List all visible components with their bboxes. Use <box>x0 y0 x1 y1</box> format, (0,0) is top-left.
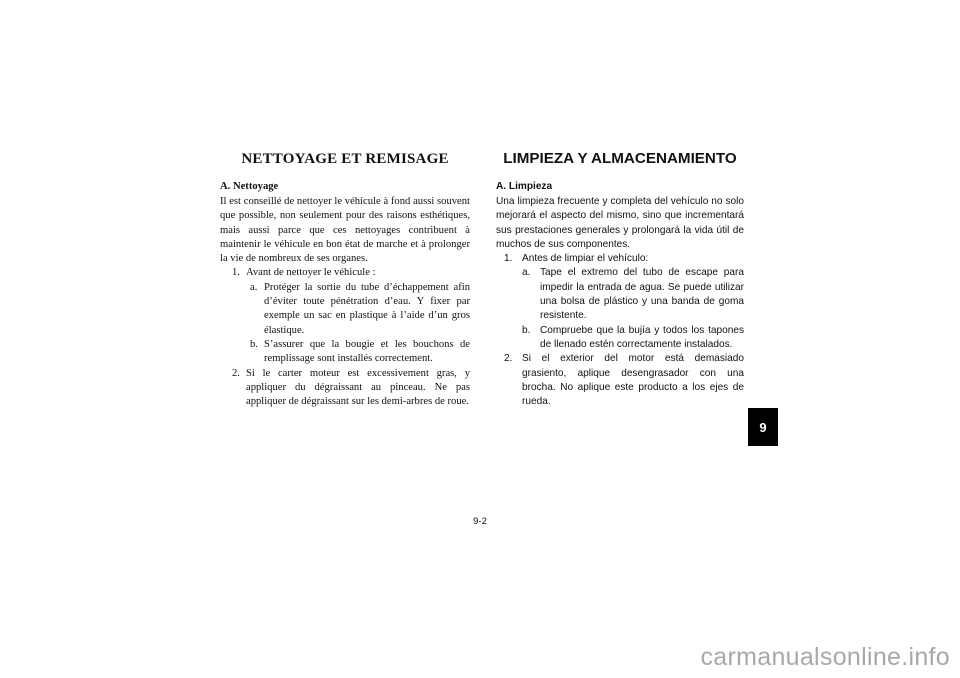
page-number: 9-2 <box>473 516 487 527</box>
chapter-tab <box>748 408 778 446</box>
spanish-step-1a <box>496 266 744 323</box>
spanish-step-1b <box>496 324 744 353</box>
spanish-step-2-marker: 2. <box>504 353 513 365</box>
spanish-step-1b-text: Compruebe que la bujía y todos los tapones de llenado estén correctamente instalados. <box>540 324 744 350</box>
spanish-intro: Una limpieza frecuente y completa del vehículo no solo mejorará el aspecto del mismo, sino que incrementará sus prestaciones generales y prolongará la vida útil de muchos de sus componentes. <box>496 196 744 250</box>
french-step-1a-marker: a. <box>250 281 258 293</box>
spanish-step-2 <box>496 352 744 409</box>
spanish-step-1-marker: 1. <box>504 253 513 265</box>
french-step-2 <box>220 367 470 410</box>
french-heading: NETTOYAGE ET REMISAGE <box>241 151 449 167</box>
french-step-1b-text: S’assurer que la bougie et les bouchons de remplissage sont installés correctement. <box>264 338 470 365</box>
french-step-1-marker: 1. <box>232 267 240 279</box>
french-step-1b-marker: b. <box>250 338 258 350</box>
spanish-step-1b-marker: b. <box>522 324 531 336</box>
french-step-1-text: Avant de nettoyer le véhicule : <box>246 267 376 279</box>
french-step-2-text: Si le carter moteur est excessivement gras, y appliquer du dégraissant au pinceau. Ne pas appliquer de dégraissant sur les demi-arbres de roue. <box>246 367 470 408</box>
spanish-body <box>496 195 744 409</box>
spanish-step-1 <box>496 252 744 266</box>
french-intro: Il est conseillé de nettoyer le véhicule à fond aussi souvent que possible, non seulement pour des raisons esthétiques, mais aussi parce que ces nettoyages contribuent à maintenir le véhicule en bon état de marche et à prolonger la vie de nombreux de ses organes. <box>220 196 470 265</box>
french-step-1 <box>220 266 470 280</box>
spanish-heading: LIMPIEZA Y ALMACENAMIENTO <box>503 150 737 167</box>
french-step-1b <box>220 338 470 367</box>
watermark: carmanualsonline.info <box>700 643 950 671</box>
spanish-step-1-text: Antes de limpiar el vehículo: <box>522 253 649 265</box>
french-step-1a <box>220 281 470 338</box>
french-step-2-marker: 2. <box>232 367 240 379</box>
french-subheading: A. Nettoyage <box>220 181 279 192</box>
french-step-1a-text: Protéger la sortie du tube d’échappement afin d’éviter toute pénétration d’eau. Y fixer par exemple un sac en plastique à l’aide d’un gros élastique. <box>264 281 470 336</box>
spanish-step-1a-marker: a. <box>522 267 531 279</box>
spanish-step-1a-text: Tape el extremo del tubo de escape para impedir la entrada de agua. Se puede utilizar una bolsa de plástico y una banda de goma resistente. <box>540 267 744 322</box>
french-body <box>220 195 470 409</box>
spanish-subheading: A. Limpieza <box>496 181 553 192</box>
spanish-step-2-text: Si el exterior del motor está demasiado grasiento, aplique desengrasador con una brocha. No aplique este producto a los ejes de rueda. <box>522 353 744 408</box>
chapter-tab-label: 9 <box>759 419 767 435</box>
